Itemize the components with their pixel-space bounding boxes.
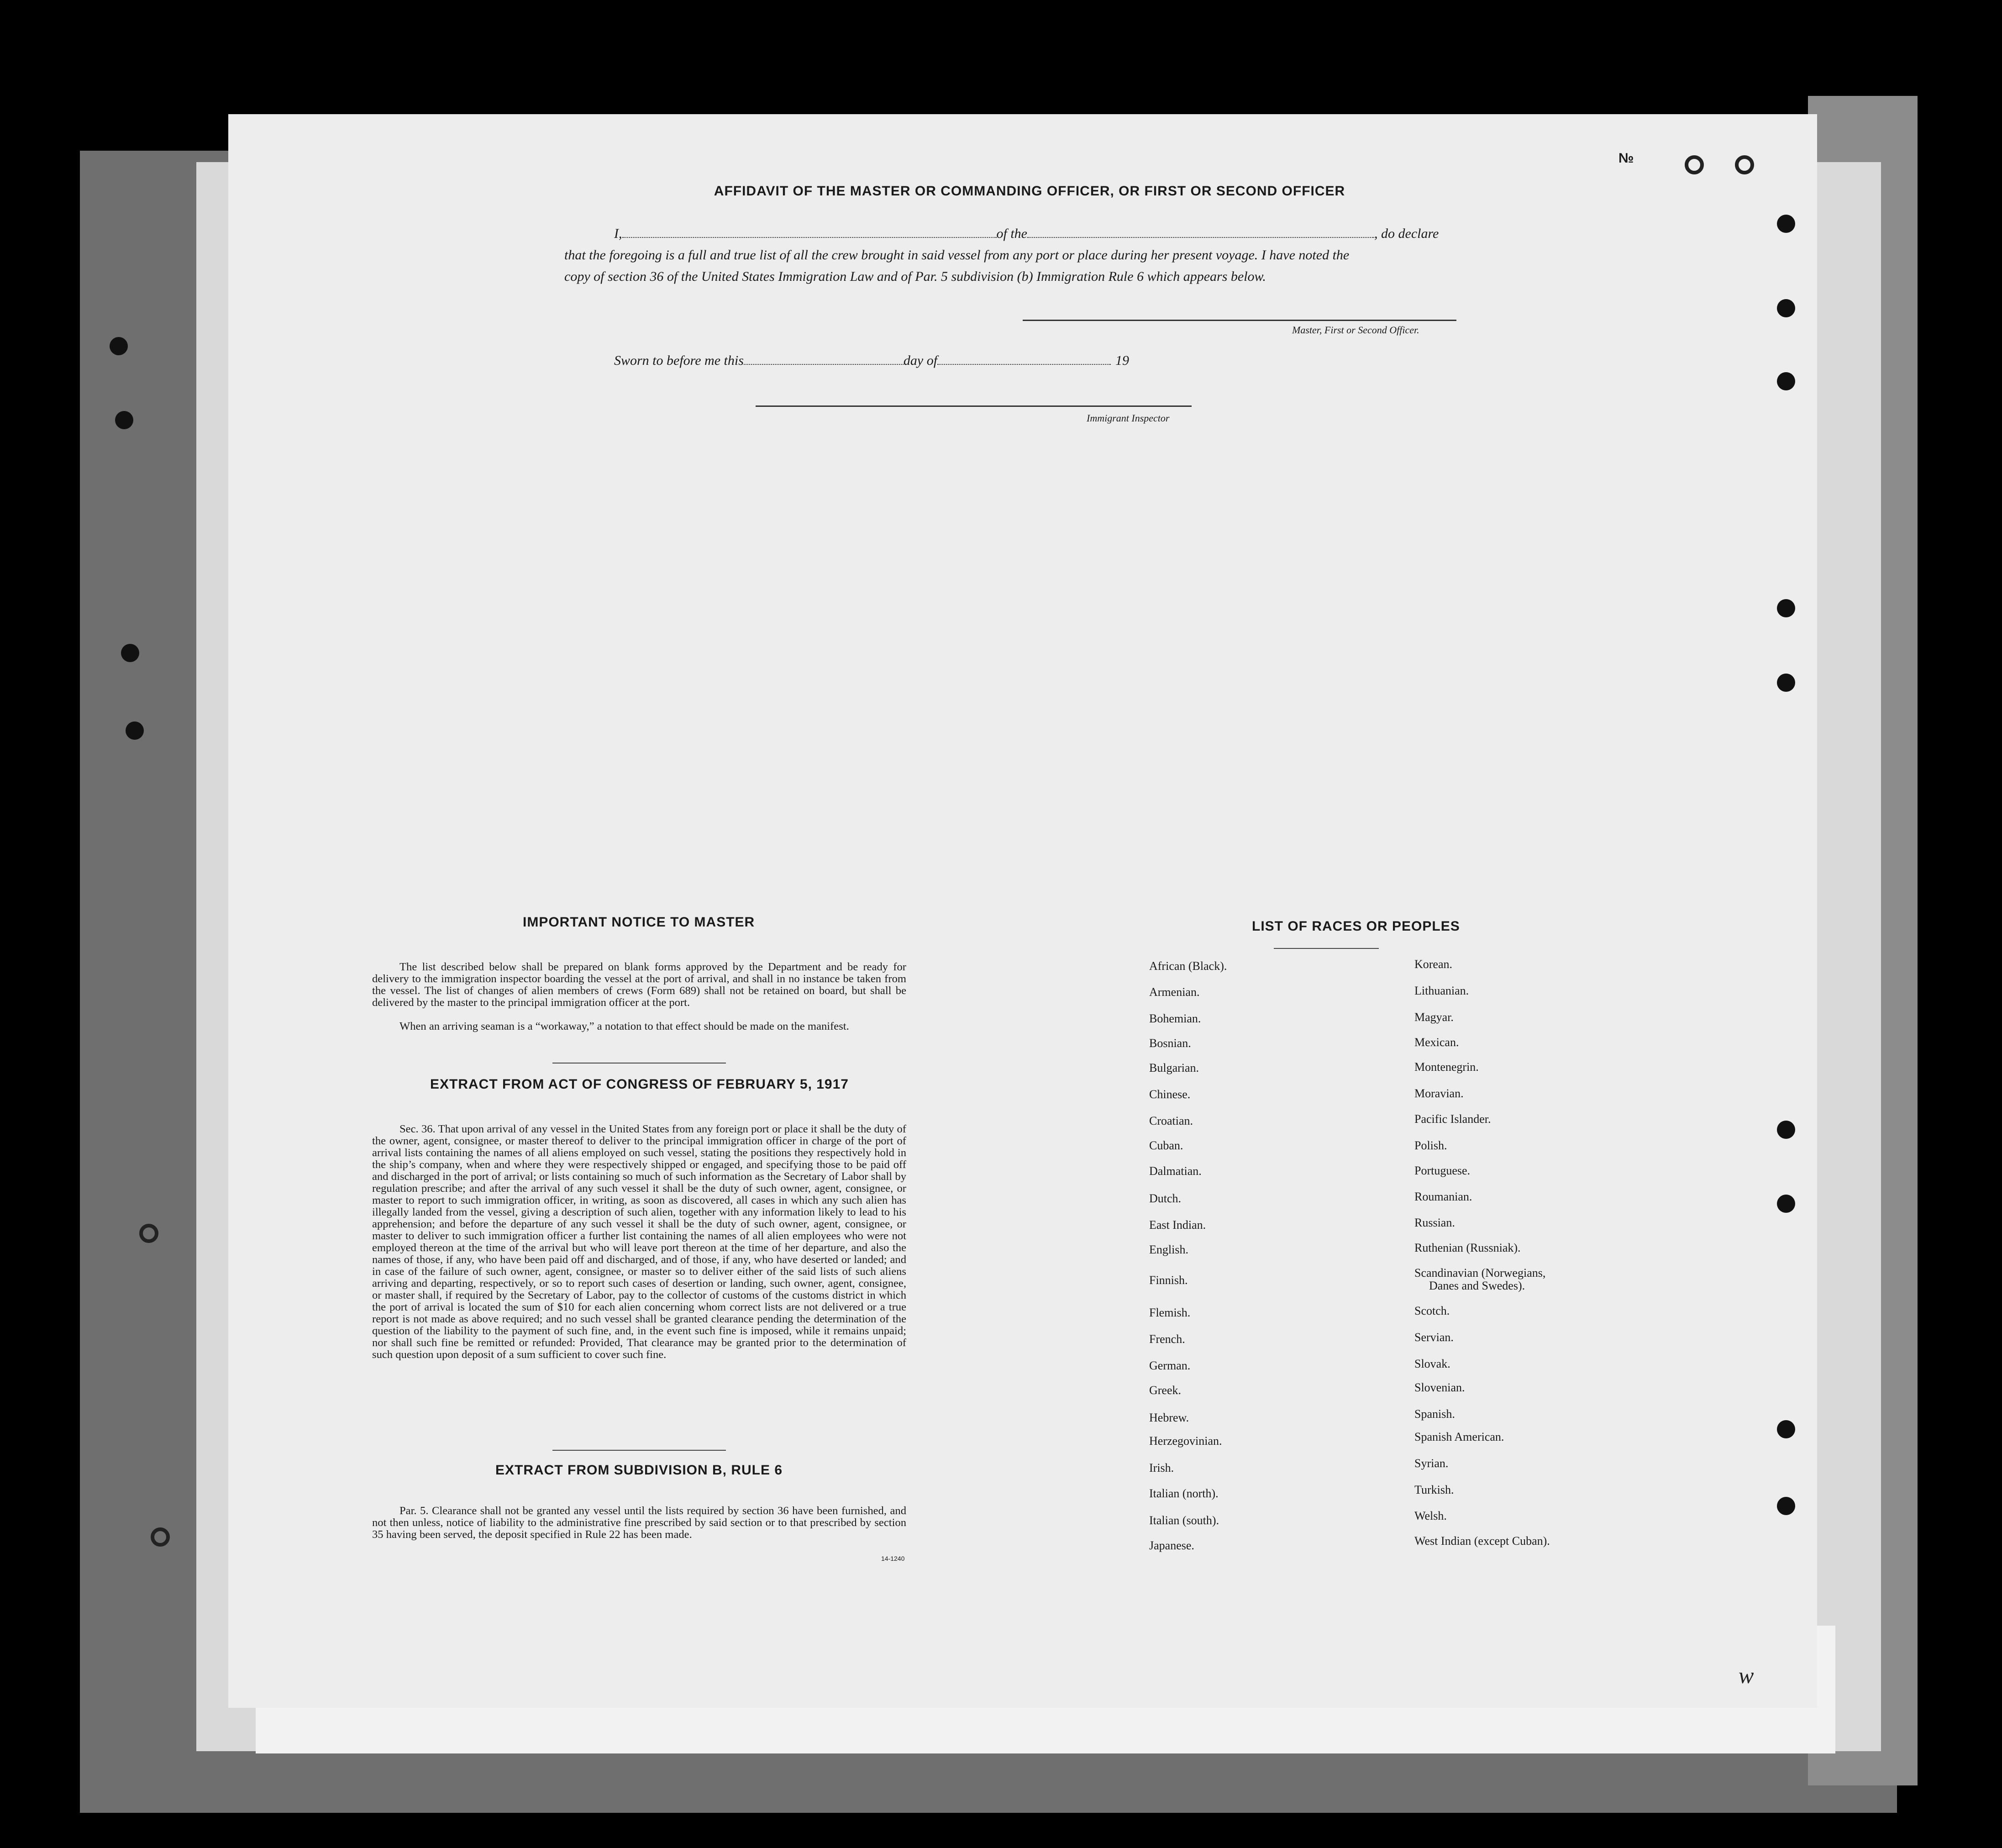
race-item: Bosnian. [1149,1037,1191,1050]
races-title: LIST OF RACES OR PEOPLES [1252,919,1460,934]
race-item: Bohemian. [1149,1012,1201,1025]
master-signature-line [1023,320,1456,321]
race-item: Japanese. [1149,1539,1194,1552]
punch-hole [1777,372,1795,390]
punch-hole [1685,155,1704,174]
extract-rule-title: EXTRACT FROM SUBDIVISION B, RULE 6 [495,1463,783,1478]
affidavit-line-3: copy of section 36 of the United States Immigration Law and of Par. 5 subdivision (b) Immigration Rule 6 which appears below. [564,269,1266,284]
punch-hole [110,337,128,355]
race-item: Scotch. [1414,1304,1450,1317]
punch-hole [151,1527,170,1547]
day-blank [744,354,904,365]
punch-hole [1777,599,1795,617]
sworn-day-of: day of [903,353,938,368]
race-item: Cuban. [1149,1139,1183,1152]
race-item: Magyar. [1414,1011,1454,1024]
punch-hole [1777,1121,1795,1139]
race-item: Russian. [1414,1216,1455,1229]
race-item: Flemish. [1149,1306,1191,1319]
notice-paragraph: The list described below shall be prepared on blank forms approved by the Department and be ready for delivery to the immigration inspector boarding the vessel at the port of arrival, and shall in no instance be taken from the vessel. The list of changes of alien members of crews (Form 689) shall not be retained on board, but shall be delivered by the master to the principal immigration officer at the port. [372,961,906,1009]
affidavit-title: AFFIDAVIT OF THE MASTER OR COMMANDING OFFICER, OR FIRST OR SECOND OFFICER [714,184,1345,199]
punch-hole [121,644,139,662]
race-item: Servian. [1414,1331,1454,1344]
race-item: Lithuanian. [1414,984,1469,997]
race-item: Herzegovinian. [1149,1434,1222,1448]
race-item: Korean. [1414,958,1453,971]
corner-mark: № [1618,151,1634,166]
race-item: Scandinavian (Norwegians, [1414,1266,1546,1279]
race-item: Welsh. [1414,1509,1447,1522]
race-item: Danes and Swedes). [1429,1279,1525,1292]
race-item: Moravian. [1414,1087,1464,1100]
punch-hole [1777,1497,1795,1515]
punch-hole [1777,1420,1795,1438]
race-item: Hebrew. [1149,1411,1189,1424]
race-item: Ruthenian (Russniak). [1414,1241,1521,1254]
race-item: Greek. [1149,1384,1182,1397]
punch-hole [1777,674,1795,692]
race-item: Roumanian. [1414,1190,1472,1203]
punch-hole [126,721,144,740]
punch-hole [1777,299,1795,317]
handwritten-mark: w [1739,1663,1754,1688]
race-item: Portuguese. [1414,1164,1471,1177]
section-divider [552,1450,726,1451]
affidavit-line-2: that the foregoing is a full and true list of all the crew brought in said vessel from any port or place during her present voyage. I have noted the [564,247,1350,263]
vessel-blank [1027,227,1374,238]
race-item: Bulgarian. [1149,1061,1199,1074]
race-item: Pacific Islander. [1414,1112,1491,1126]
race-item: Spanish American. [1414,1430,1504,1443]
race-item: Dutch. [1149,1192,1182,1205]
race-item: Italian (south). [1149,1514,1219,1527]
race-item: Spanish. [1414,1407,1455,1421]
punch-hole [115,411,133,429]
par-5-text: Par. 5. Clearance shall not be granted any vessel until the lists required by section 36 have been furnished, and not then unless, notice of liability to the administrative fine prescribed by said section or to that prescribed by section 35 having been served, the deposit specified in Rule 22 has been made. [372,1505,906,1541]
master-signature-caption: Master, First or Second Officer. [1292,324,1419,336]
race-item: East Indian. [1149,1218,1206,1232]
extract-act-title: EXTRACT FROM ACT OF CONGRESS OF FEBRUARY 5, 1917 [430,1077,849,1092]
race-item: Montenegrin. [1414,1060,1479,1074]
race-item: West Indian (except Cuban). [1414,1534,1550,1548]
race-item: Slovenian. [1414,1381,1465,1394]
race-item: Armenian. [1149,985,1200,999]
notice-title: IMPORTANT NOTICE TO MASTER [523,915,755,930]
affidavit-of-the: of the [996,226,1027,241]
notice-paragraph: When an arriving seaman is a “workaway,” a notation to that effect should be made on the manifest. [399,1020,849,1032]
inspector-signature-line [756,405,1192,407]
affidavit-declare: , do declare [1374,226,1439,241]
race-item: Polish. [1414,1139,1447,1152]
race-item: African (Black). [1149,959,1227,973]
name-blank [622,227,997,238]
race-item: Irish. [1149,1461,1174,1474]
sworn-prefix: Sworn to before me this [614,353,744,368]
race-item: Italian (north). [1149,1487,1219,1500]
inspector-caption: Immigrant Inspector [1087,412,1170,424]
race-item: Turkish. [1414,1483,1454,1496]
sworn-year: 19 [1115,353,1130,368]
punch-hole [1777,1195,1795,1213]
punch-hole [1735,155,1754,174]
punch-hole [1777,215,1795,233]
form-number: 14-1240 [881,1555,905,1562]
race-item: Mexican. [1414,1036,1459,1049]
sworn-line [614,351,1129,371]
section-divider [552,1063,726,1064]
race-item: Syrian. [1414,1457,1449,1470]
affidavit-prefix: I, [614,226,622,241]
section-36-text: Sec. 36. That upon arrival of any vessel in the United States from any foreign port or place it shall be the duty of the owner, agent, consignee, or master thereof to deliver to the principal immigration officer in charge of the port of arrival lists containing the names of all aliens employed on such vessel, stating the positions they respectively hold in the ship’s company, when and where they were respectively shipped or engaged, and specifying those to be paid off and discharged in the port of arrival; or lists containing so much of such information as the Secretary of Labor shall by regulation prescribe; and after the arrival of any such vessel it shall be the duty of such owner, agent, consignee, or master to report to such immigration officer, in writing, as soon as discovered, all cases in which any such alien has illegally landed from the vessel, giving a description of such alien, together with any information likely to lead to his apprehension; and before the departure of any such vessel it shall be the duty of such owner, agent, consignee, or master to deliver to such immigration officer a further list containing the names of all alien employees who were not employed thereon at the time of the arrival but who will leave port thereon at the time of her departure, and also the names of those, if any, who have been paid off and discharged, and of those, if any, who have deserted or landed; and in case of the failure of such owner, agent, consignee, or master so to deliver either of the said lists of such aliens arriving and departing, respectively, or so to report such cases of desertion or landing, such owner, agent, consignee, or master shall, if required by the Secretary of Labor, pay to the collector of customs of the customs district in which the port of arrival is located the sum of $10 for each alien concerning whom correct lists are not delivered or a true report is not made as above required; and no such vessel shall be granted clearance pending the determination of the question of the liability to the payment of such fine, and, in the event such fine is imposed, while it remains unpaid; nor shall such fine be remitted or refunded: Provided, That clearance may be granted prior to the determination of such question upon deposit of a sum sufficient to cover such fine. [372,1123,906,1361]
race-item: French. [1149,1332,1185,1346]
race-item: Dalmatian. [1149,1164,1202,1178]
race-item: Slovak. [1414,1357,1450,1370]
affidavit-line-1 [614,224,1439,244]
race-item: German. [1149,1359,1191,1372]
race-item: Croatian. [1149,1114,1193,1127]
races-title-underline [1274,948,1379,949]
punch-hole [139,1224,158,1243]
race-item: Chinese. [1149,1088,1191,1101]
month-blank [937,354,1111,365]
race-item: English. [1149,1243,1188,1256]
race-item: Finnish. [1149,1274,1188,1287]
